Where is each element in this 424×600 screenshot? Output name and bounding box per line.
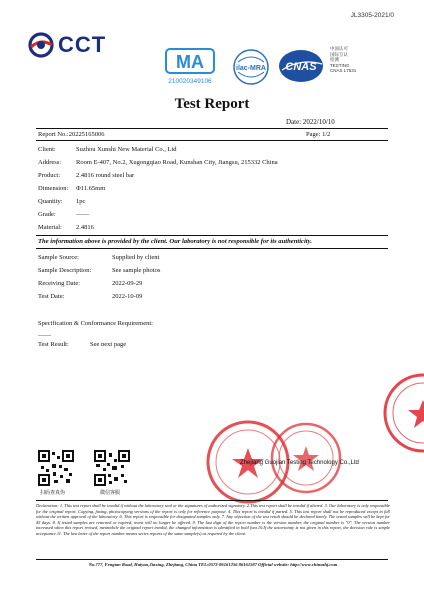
field-product: Product: 2.4816 round steel bar xyxy=(38,172,135,179)
inspection-seal-icon xyxy=(268,420,344,496)
info-sample-source: Sample Source: Supplied by client xyxy=(38,254,160,261)
ilac-mra-icon xyxy=(232,48,270,86)
svg-text:MA: MA xyxy=(176,52,204,72)
divider xyxy=(36,500,388,501)
authenticity-notice: The information above is provided by the client. Our laboratory is not responsible for its authenticity. xyxy=(38,238,312,245)
declaration-text: Declaration: 1. This test report shall be invalid if without the laboratory seal or the signatures of authorized signatory. 2.This test report shall be invalid if altered. 3. Our laboratory is only responsible for the original report. Copying, faxing, photocopying versions of the report is only for reference purpose. 4. This report is invalid if parted. 5. This test report shall not be reproduced except in full without the written approval of the laboratory. 6. This report is responsible for designated samples only. 7. Any objection of the test result should be declared timely. The tested samples will be kept for 45 days. 8. If tested samples are returned or expired, retest will no longer be offered. 9. The last digit of the report number is the version number, the original number is "0". The version number increased when this report revised, meanwhile the original report invalid, the changed information is identified in bold font.10.If the uncertainty is not given in this report, the decision rule is simple acceptance.11. The last letter of the report number means series reports of the same sample(s) as required by the client. xyxy=(36,503,390,536)
divider xyxy=(36,235,388,236)
brand-name: CCT xyxy=(58,32,107,57)
cnas-mark-icon xyxy=(278,48,324,84)
certification-marks xyxy=(160,46,330,86)
field-client: Client: Suzhou Xunshi New Material Co., Ltd xyxy=(38,146,177,153)
divider xyxy=(36,248,388,249)
report-number: Report No.:20225165006 xyxy=(38,131,105,138)
footer-contact: No.777, Fengtan Road, Haiyan,Jiaxing, Zhejiang, China TEL:0573-86161256 86161587 Official website: http://www.chinazhj.com xyxy=(88,562,338,567)
spec-label: Specification & Conformance Requirement: xyxy=(38,320,153,327)
field-grade: Grade: —— xyxy=(38,211,89,218)
info-sample-description: Sample Description: See sample photos xyxy=(38,267,161,274)
divider xyxy=(36,128,388,129)
info-receiving-date: Receiving Date: 2022-09-29 xyxy=(38,280,143,287)
divider xyxy=(36,140,388,141)
divider xyxy=(36,559,388,560)
laboratory-seal-icon xyxy=(378,368,424,458)
svg-text:CNAS: CNAS xyxy=(285,61,317,73)
field-address: Address: Room E-407, No.2, Xugongqiao Road, Kunshan City, Jiangsu, 215332 China xyxy=(38,159,278,166)
cma-mark-icon xyxy=(160,46,220,86)
spec-value: —— xyxy=(38,332,51,339)
cct-logo-icon xyxy=(28,32,54,58)
field-quantity: Quantity: 1pc xyxy=(38,198,86,205)
test-result: Test Result: See next page xyxy=(38,341,127,348)
page-number: Page: 1/2 xyxy=(306,131,331,138)
wechat-service-qr-icon[interactable] xyxy=(94,450,130,486)
company-name: Zhejiang Guojian Testing Technology Co.,Ltd xyxy=(240,460,359,466)
field-material: Material: 2.4816 xyxy=(38,224,94,231)
cnas-accreditation-text: 中国认可 国际互认 检测 TESTING CNAS L7531 xyxy=(330,46,357,74)
ma-number: 210020349106 xyxy=(168,78,212,85)
field-dimension: Dimension: Φ11.65mm xyxy=(38,185,106,192)
qr-label-wechat: 微信客服 xyxy=(100,490,121,496)
report-date: Date: 2022/10/10 xyxy=(286,118,335,126)
document-code: JL3305-2021/0 xyxy=(350,12,394,19)
report-title: Test Report xyxy=(174,96,250,112)
verification-qr-icon[interactable] xyxy=(38,450,74,486)
svg-text:ilac-MRA: ilac-MRA xyxy=(236,65,266,72)
info-test-date: Test Date: 2022-10-09 xyxy=(38,293,143,300)
cct-logo xyxy=(28,32,106,58)
qr-label-verify: 扫码查真伪 xyxy=(40,490,66,496)
